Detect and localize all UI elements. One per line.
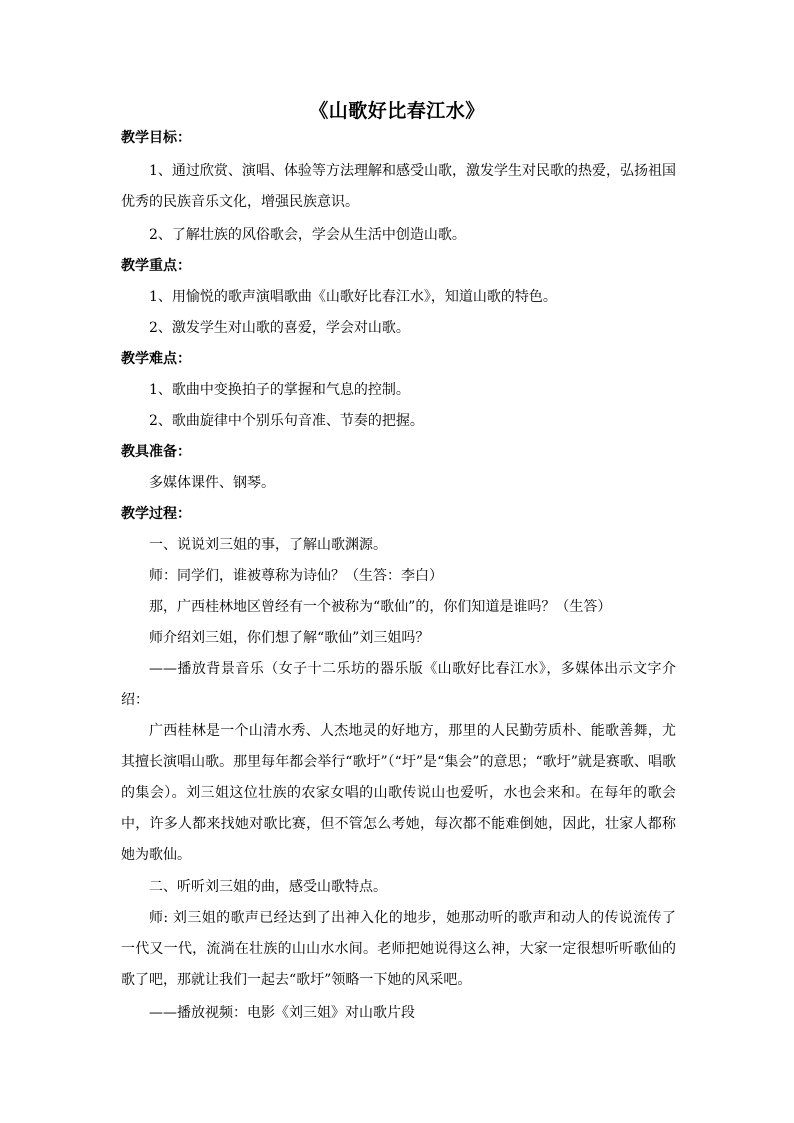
difficulties-paragraph-2: 2、歌曲旋律中个别乐句音准、节奏的把握。 <box>149 413 424 429</box>
difficulties-heading: 教学难点： <box>121 351 191 367</box>
key-points-paragraph-1: 1、用愉悦的歌声演唱歌曲《山歌好比春江水》，知道山歌的特色。 <box>149 289 557 305</box>
key-points-heading: 教学重点： <box>121 258 191 274</box>
process-music-note: ——播放背景音乐（女子十二乐坊的器乐版《山歌好比春江水》，多媒体出示文字介绍： <box>121 661 676 708</box>
difficulties-paragraph-1: 1、歌曲中变换拍子的掌握和气息的控制。 <box>149 382 410 398</box>
materials-paragraph: 多媒体课件、钢琴。 <box>149 475 275 491</box>
goals-heading: 教学目标： <box>121 130 191 146</box>
materials-heading: 教具准备： <box>121 444 191 460</box>
process-heading: 教学过程： <box>121 506 191 522</box>
process-background-text: 广西桂林是一个山清水秀、人杰地灵的好地方，那里的人民勤劳质朴、能歌善舞，尤其擅长演唱山歌。那里每年都会举行“歌圩”（“圩”是“集会”的意思；“歌圩”就是赛歌、唱歌的集会）。刘三姐这位壮族的农家女唱的山歌传说山也爱听，水也会来和。在每年的歌会中，许多人都来找她对歌比赛，但不管怎么考她，每次都不能难倒她，因此，壮家人都称她为歌仙。 <box>121 723 676 863</box>
process-step-2: 二、听听刘三姐的曲，感受山歌特点。 <box>149 879 387 895</box>
process-video-note: ——播放视频：电影《刘三姐》对山歌片段 <box>149 1005 415 1021</box>
goals-paragraph-2: 2、了解壮族的风俗歌会，学会从生活中创造山歌。 <box>149 227 466 243</box>
goals-paragraph-1: 1、通过欣赏、演唱、体验等方法理解和感受山歌，激发学生对民歌的热爱，弘扬祖国优秀的民族音乐文化，增强民族意识。 <box>121 163 676 210</box>
process-teacher-question: 师：同学们，谁被尊称为诗仙？（生答：李白） <box>149 568 443 584</box>
document-title: 《山歌好比春江水》 <box>309 100 485 122</box>
process-intro: 师介绍刘三姐，你们想了解“歌仙”刘三姐吗？ <box>149 630 430 646</box>
key-points-paragraph-2: 2、激发学生对山歌的喜爱，学会对山歌。 <box>149 320 410 336</box>
process-teacher-narration: 师: 刘三姐的歌声已经达到了出神入化的地步，她那动听的歌声和动人的传说流传了一代又一代，流淌在壮族的山山水水间。老师把她说得这么神，大家一定很想听听歌仙的歌了吧，那就让我们一起去“歌圩”领略一下她的风采吧。 <box>121 910 676 988</box>
process-question-2: 那，广西桂林地区曾经有一个被称为“歌仙”的，你们知道是谁吗？（生答） <box>149 599 612 615</box>
process-step-1: 一、说说刘三姐的事，了解山歌渊源。 <box>149 537 387 553</box>
